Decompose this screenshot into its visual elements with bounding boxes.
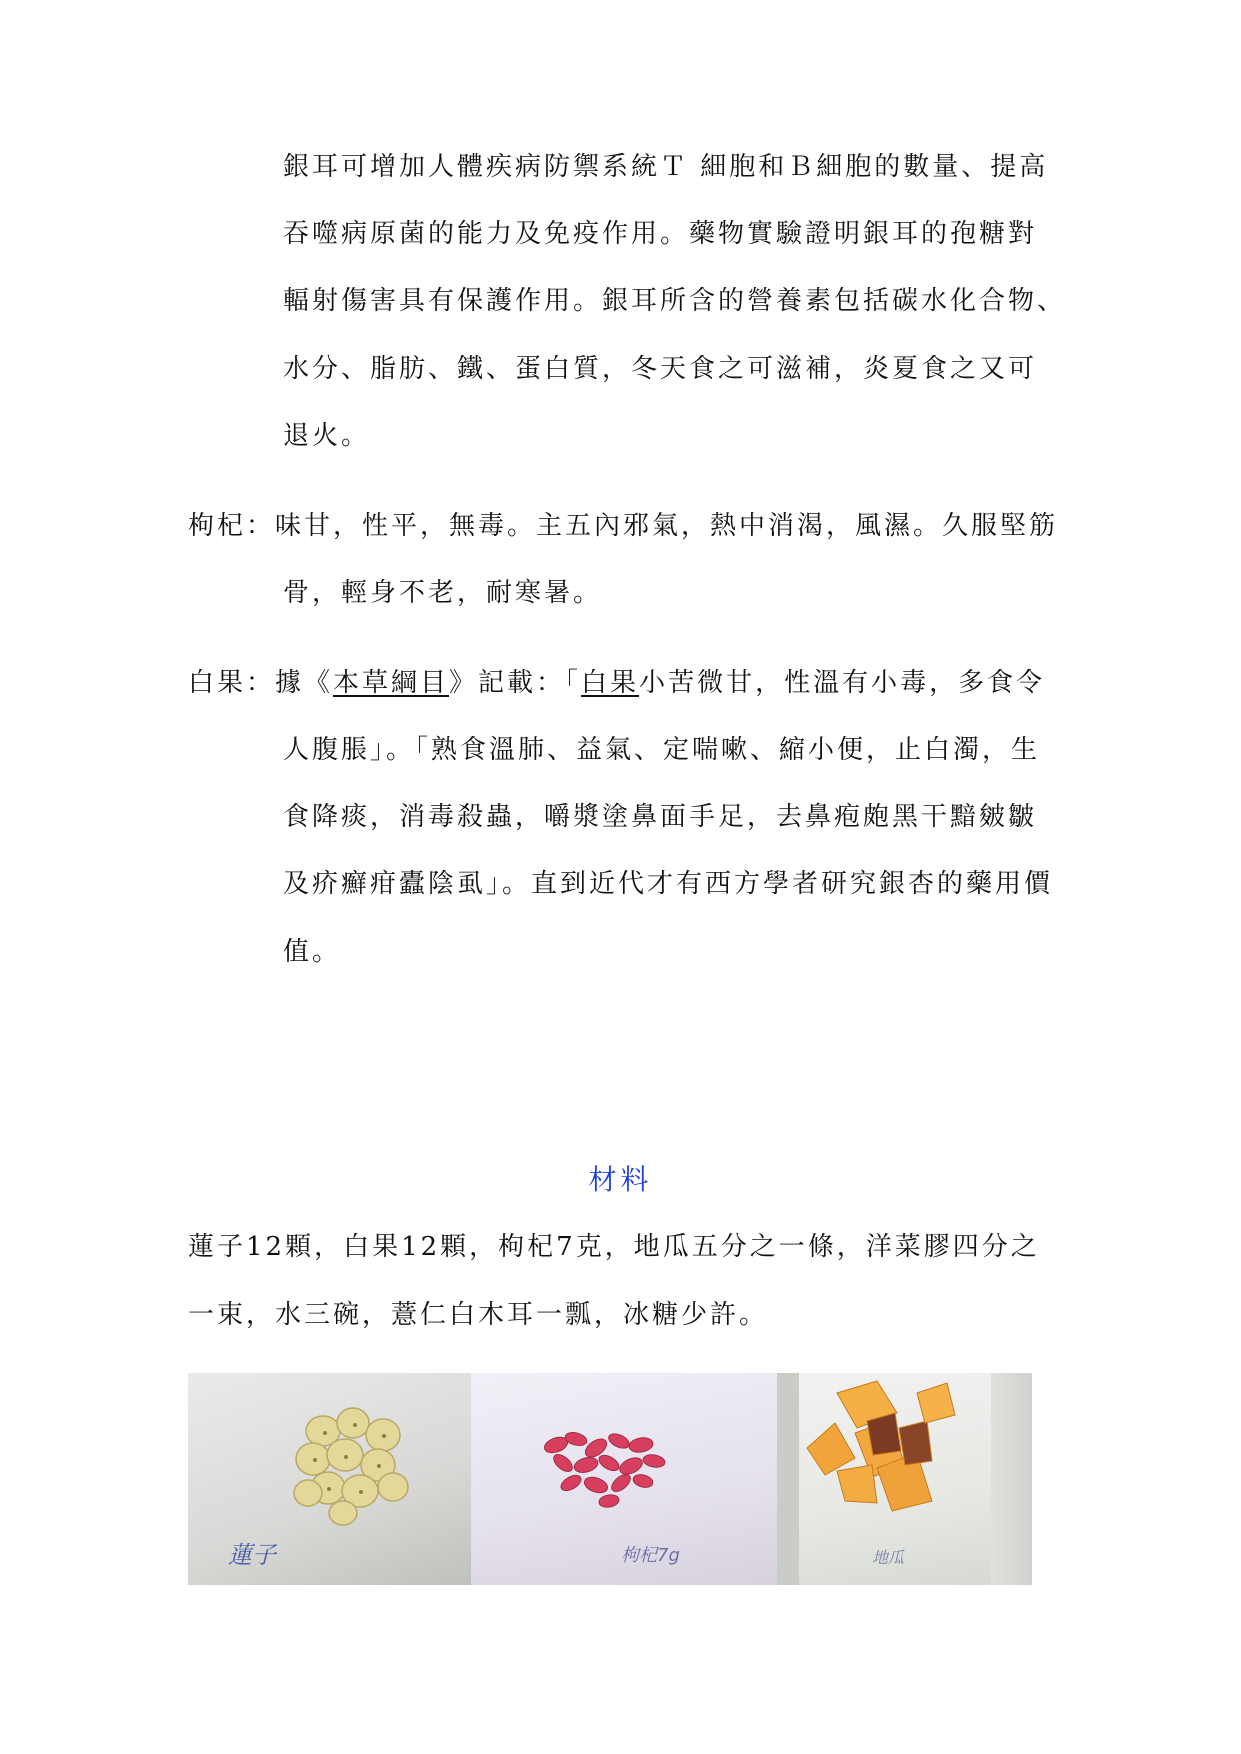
yiner-line-5: 退火。 — [283, 421, 371, 451]
yiner-line-4: 水分、脂肪、鐵、蛋白質，冬天食之可滋補，炎夏食之又可 — [283, 354, 1038, 384]
yiner-line-2: 吞噬病原菌的能力及免疫作用。藥物實驗證明銀耳的孢糖對 — [283, 219, 1038, 249]
lotus-seed-photo — [188, 1373, 471, 1585]
baiguo-desc: 小苦微甘，性溫有小毒，多食令 — [639, 668, 1046, 698]
photo-label-goji: 枸杞7g — [621, 1545, 680, 1566]
goji-photo — [471, 1373, 777, 1585]
photo-label-lotus: 蓮子 — [228, 1541, 276, 1569]
bencao-gangmu-title: 本草綱目 — [333, 668, 450, 698]
baiguo-term: 白果 — [581, 668, 640, 698]
baiguo-line-2: 人腹脹」。「熟食溫肺、益氣、定喘嗽、縮小便，止白濁，生 — [283, 735, 1041, 765]
photo-label-sweet-potato: 地瓜 — [872, 1548, 905, 1567]
materials-heading: 材料 — [588, 1163, 653, 1196]
sweet-potato-photo — [777, 1373, 1032, 1585]
yiner-line-3: 輻射傷害具有保護作用。銀耳所含的營養素包括碳水化合物、 — [283, 286, 1067, 316]
yiner-line-1: 銀耳可增加人體疾病防禦系統Ｔ 細胞和Ｂ細胞的數量、提高 — [283, 152, 1049, 182]
baiguo-line-4: 及疥癬疳蠹陰虱」。直到近代才有西方學者研究銀杏的藥用價 — [283, 869, 1054, 899]
baiguo-record: 》記載：「 — [449, 668, 582, 698]
baiguo-line-5: 值。 — [283, 937, 342, 967]
ingredient-photos — [188, 1373, 1032, 1585]
gouqi-line-2: 骨，輕身不老，耐寒暑。 — [283, 578, 603, 608]
baiguo-line-1 — [188, 665, 1045, 701]
baiguo-prefix: 白果：據《 — [188, 668, 334, 698]
materials-line-1: 蓮子12顆，白果12顆，枸杞7克，地瓜五分之一條，洋菜膠四分之 — [188, 1232, 1040, 1262]
materials-line-2: 一束，水三碗，薏仁白木耳一瓢，冰糖少許。 — [188, 1300, 769, 1330]
baiguo-line-3: 食降痰，消毒殺蟲，嚼漿塗鼻面手足，去鼻疱皰黑干黯皴皺 — [283, 802, 1038, 832]
sweet-potato-illustration — [777, 1373, 1032, 1585]
gouqi-line-1: 枸杞：味甘，性平，無毒。主五內邪氣，熱中消渴，風濕。久服堅筋 — [188, 511, 1059, 541]
